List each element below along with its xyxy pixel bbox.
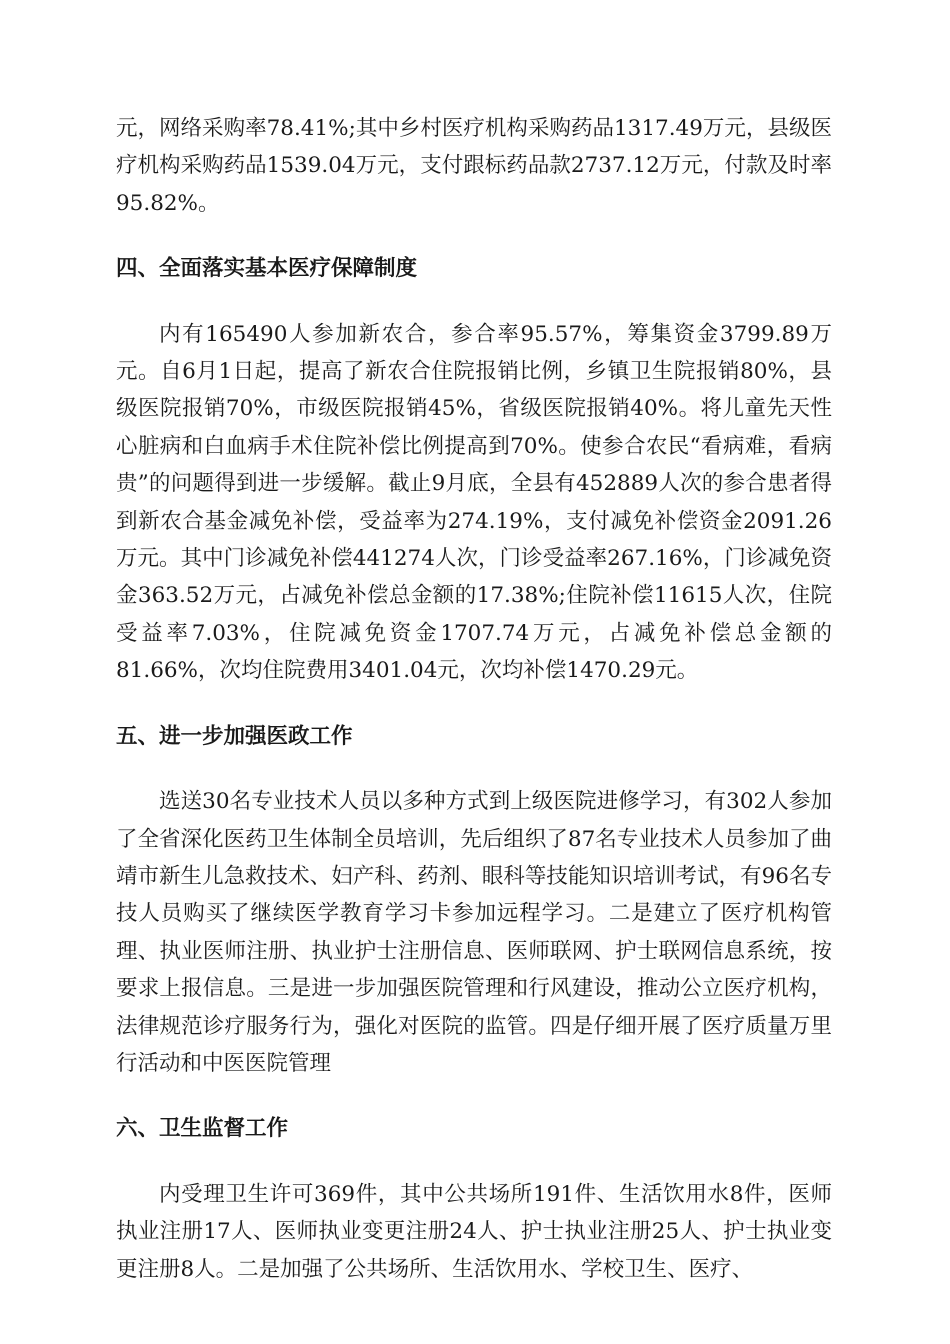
paragraph-health-supervision: 内受理卫生许可369件，其中公共场所191件、生活饮用水8件，医师执业注册17人、医师执业变更注册24人、护士执业注册25人、护士执业变更注册8人。二是加强了公共场所、生活饮用水、学校卫生、医疗、	[116, 1181, 832, 1282]
section-heading-medical-insurance: 四、全面落实基本医疗保障制度	[116, 256, 418, 282]
paragraph-medical-insurance: 内有165490人参加新农合，参合率95.57%，筹集资金3799.89万元。自6月1日起，提高了新农合住院报销比例，乡镇卫生院报销80%，县级医院报销70%，市级医院报销45%，省级医院报销40%。将儿童先天性心脏病和白血病手术住院补偿比例提高到70%。使参合农民“看病难，看病贵”的问题得到进一步缓解。截止9月底，全县有452889人次的参合患者得到新农合基金减免补偿，受益率为274.19%，支付减免补偿资金2091.26万元。其中门诊减免补偿441274人次，门诊受益率267.16%，门诊减免资金363.52万元，占减免补偿总金额的17.38%;住院补偿11615人次，住院受益率7.03%，住院减免资金1707.74万元，占减免补偿总金额的81.66%，次均住院费用3401.04元，次均补偿1470.29元。	[116, 321, 832, 684]
section-heading-health-supervision: 六、卫生监督工作	[116, 1116, 289, 1142]
document-body	[116, 110, 832, 1316]
paragraph-medical-administration: 选送30名专业技术人员以多种方式到上级医院进修学习，有302人参加了全省深化医药卫生体制全员培训，先后组织了87名专业技术人员参加了曲靖市新生儿急救技术、妇产科、药剂、眼科等技能知识培训考试，有96名专技人员购买了继续医学教育学习卡参加远程学习。二是建立了医疗机构管理、执业医师注册、执业护士注册信息、医师联网、护士联网信息系统，按要求上报信息。三是进一步加强医院管理和行风建设，推动公立医疗机构，法律规范诊疗服务行为，强化对医院的监管。四是仔细开展了医疗质量万里行活动和中医医院管理	[116, 789, 832, 1076]
paragraph-procurement-continuation: 元，网络采购率78.41%;其中乡村医疗机构采购药品1317.49万元，县级医疗机构采购药品1539.04万元，支付跟标药品款2737.12万元，付款及时率95.82%。	[116, 116, 832, 216]
section-heading-medical-administration: 五、进一步加强医政工作	[116, 723, 353, 749]
